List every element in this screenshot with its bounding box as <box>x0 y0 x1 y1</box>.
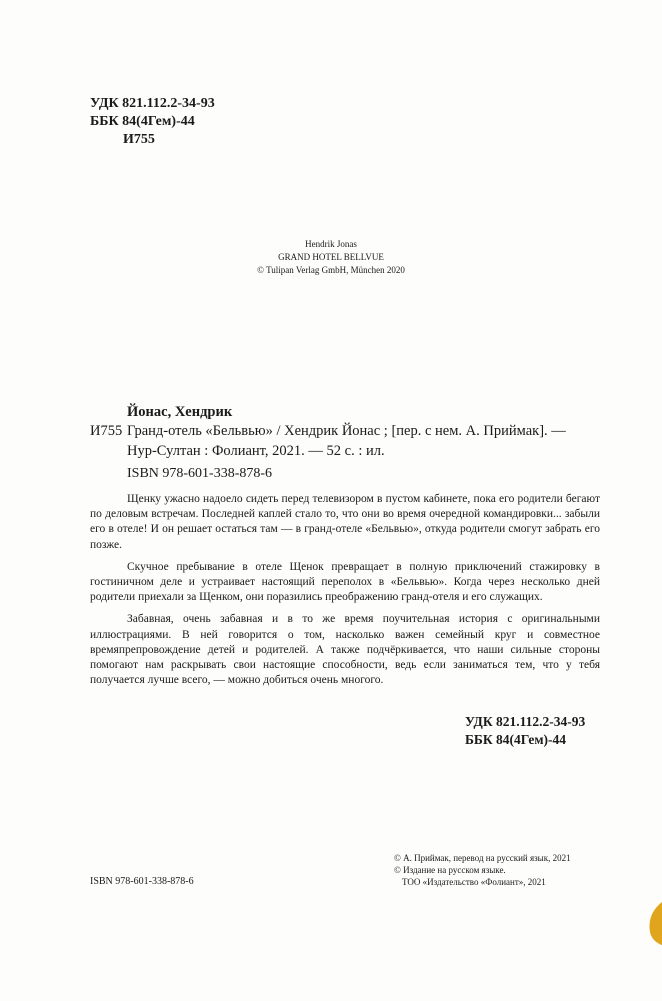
bibliographic-record <box>90 421 630 461</box>
isbn-main: ISBN 978-601-338-878-6 <box>127 466 273 481</box>
isbn-bottom: ISBN 978-601-338-878-6 <box>90 876 194 887</box>
original-edition <box>0 238 662 277</box>
original-title: GRAND HOTEL BELLVUE <box>278 252 384 262</box>
author-heading: Йонас, Хендрик <box>127 404 233 420</box>
copyright-edition: © Издание на русском языке. <box>394 865 506 875</box>
bottom-udk-code: УДК 821.112.2-34-93 <box>465 714 586 729</box>
annotation <box>90 492 600 695</box>
annotation-paragraph-2: Скучное пребывание в отеле Щенок превращает в полную приключений стажировку в гостиничном деле и устраивает настоящий переполох в «Бельвью». Когда через несколько дней родители приехали за Щенком, они поразились преображению гранд-отеля и его служащих. <box>90 560 600 604</box>
bib-line-1: Гранд-отель «Бельвью» / Хендрик Йонас ; [пер. с нем. А. Приймак]. — <box>127 423 566 439</box>
bib-line-2: Нур-Султан : Фолиант, 2021. — 52 с. : ил. <box>127 443 385 459</box>
bib-code: И755 <box>90 423 123 439</box>
bottom-bbk-code: ББК 84(4Гем)-44 <box>465 732 566 747</box>
original-author: Hendrik Jonas <box>305 239 357 249</box>
copyright-publisher: ТОО «Издательство «Фолиант», 2021 <box>402 877 546 887</box>
bbk-code: ББК 84(4Гем)-44 <box>90 114 195 129</box>
author-mark: И755 <box>123 132 155 147</box>
top-classification <box>90 95 215 149</box>
bottom-classification <box>465 713 585 749</box>
copyright-translation: © А. Приймак, перевод на русский язык, 2021 <box>394 853 571 863</box>
annotation-paragraph-1: Щенку ужасно надоело сидеть перед телевизором в пустом кабинете, пока его родители бегают по деловым встречам. Последней каплей стало то, что они во время очередной командировки... забыли его в отеле! И он решает остаться там — в гранд-отеле «Бельвью», откуда родители смогут забрать его позже. <box>90 493 600 551</box>
original-copyright: © Tulipan Verlag GmbH, München 2020 <box>257 265 405 275</box>
decorative-leaf-icon <box>640 900 662 950</box>
annotation-paragraph-3: Забавная, очень забавная и в то же время поучительная история с оригинальными иллюстрациями. В ней говорится о том, насколько важен семейный круг и совместное времяпрепровождение детей и родителей. А также подчёркивается, что наши сильные стороны помогают нам раскрывать свои настоящие способности, ведь если заниматься тем, что у тебя получается лучше всего, — можно добиться очень многого. <box>90 613 600 687</box>
udk-code: УДК 821.112.2-34-93 <box>90 96 215 111</box>
copyright-block <box>394 852 571 888</box>
